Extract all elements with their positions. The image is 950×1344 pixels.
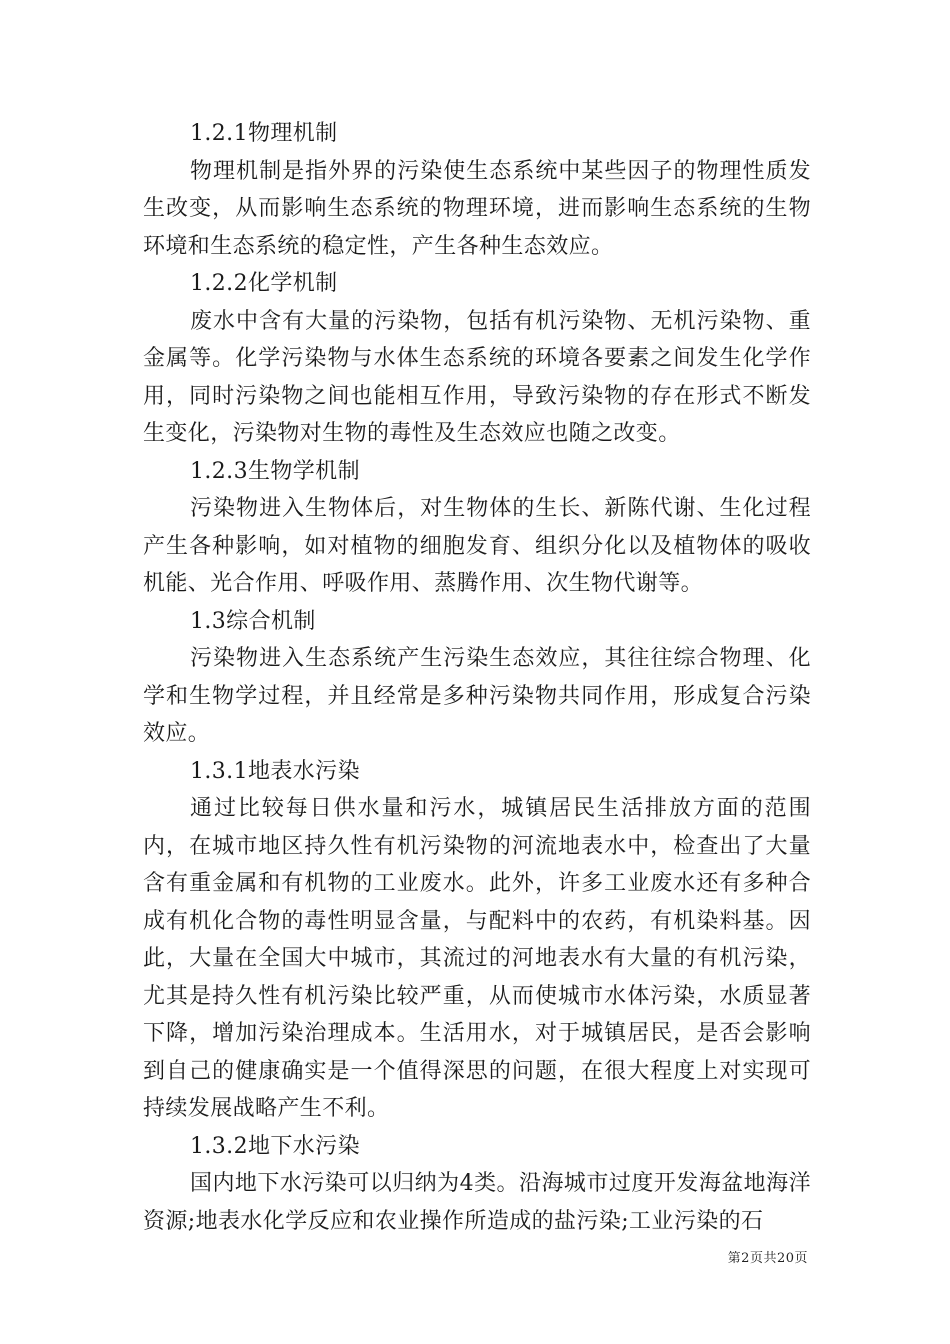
section-heading-1-3-1: 1.3.1地表水污染: [190, 758, 360, 784]
section-paragraph-1-2-2: 废水中含有大量的污染物，包括有机污染物、无机污染物、重金属等。化学污染物与水体生态系统的环境各要素之间发生化学作用，同时污染物之间也能相互作用，导致污染物的存在形式不断发生变化，污染物对生物的毒性及生态效应也随之改变。: [143, 308, 811, 446]
section-heading-1-3: 1.3综合机制: [190, 608, 316, 634]
page-number-footer: 第2页共20页: [727, 1251, 808, 1266]
section-heading-1-3-2: 1.3.2地下水污染: [190, 1133, 360, 1159]
section-paragraph-1-3-1: 通过比较每日供水量和污水，城镇居民生活排放方面的范围内，在城市地区持久性有机污染物的河流地表水中，检查出了大量含有重金属和有机物的工业废水。此外，许多工业废水还有多种合成有机化合物的毒性明显含量，与配料中的农药，有机染料基。因此，大量在全国大中城市，其流过的河地表水有大量的有机污染，尤其是持久性有机污染比较严重，从而使城市水体污染，水质显著下降，增加污染治理成本。生活用水，对于城镇居民，是否会影响到自己的健康确实是一个值得深思的问题，在很大程度上对实现可持续发展战略产生不利。: [143, 796, 811, 1121]
section-paragraph-1-2-1: 物理机制是指外界的污染使生态系统中某些因子的物理性质发生改变，从而影响生态系统的物理环境，进而影响生态系统的生物环境和生态系统的稳定性，产生各种生态效应。: [143, 158, 811, 259]
section-heading-1-2-3: 1.2.3生物学机制: [190, 458, 360, 484]
section-paragraph-1-2-3: 污染物进入生物体后，对生物体的生长、新陈代谢、生化过程产生各种影响，如对植物的细胞发育、组织分化以及植物体的吸收机能、光合作用、呼吸作用、蒸腾作用、次生物代谢等。: [143, 496, 811, 596]
section-heading-1-2-1: 1.2.1物理机制: [190, 121, 338, 146]
document-body: [143, 115, 811, 1240]
section-heading-1-2-2: 1.2.2化学机制: [190, 271, 338, 296]
section-paragraph-1-3-2: 国内地下水污染可以归纳为4类。沿海城市过度开发海盆地海洋资源;地表水化学反应和农业操作所造成的盐污染;工业污染的石: [143, 1171, 811, 1234]
section-paragraph-1-3: 污染物进入生态系统产生污染生态效应，其往往综合物理、化学和生物学过程，并且经常是多种污染物共同作用，形成复合污染效应。: [143, 646, 811, 746]
